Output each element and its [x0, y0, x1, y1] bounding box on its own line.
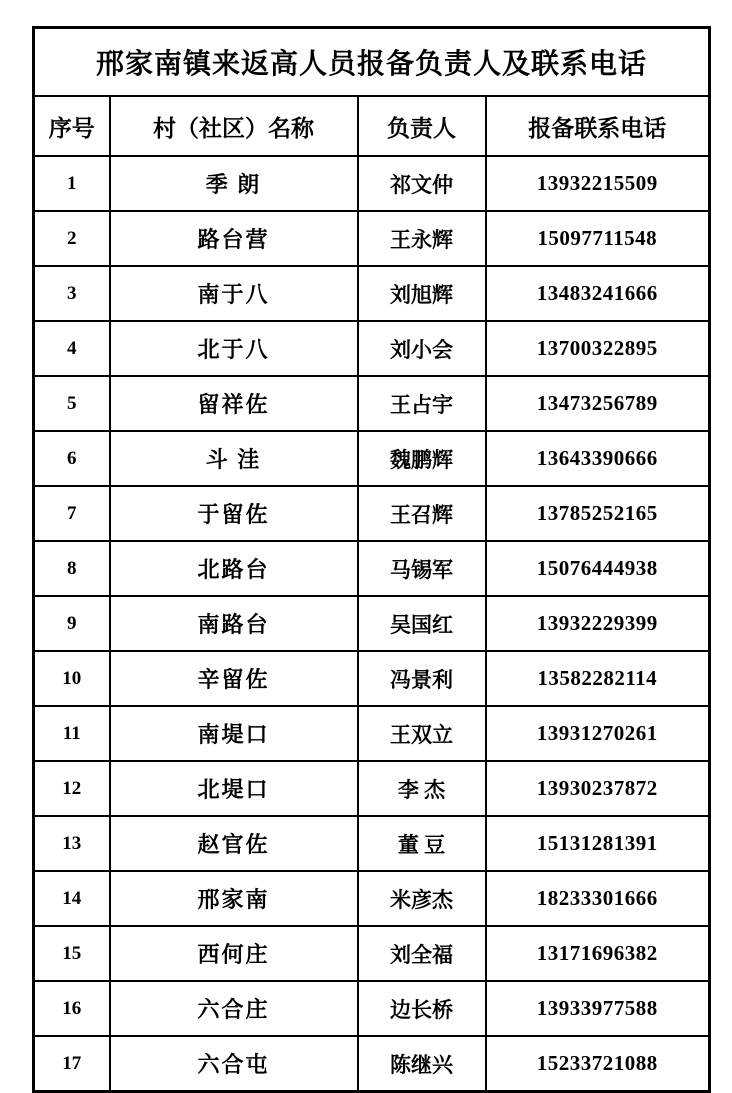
table-row — [34, 706, 710, 761]
contact-table — [32, 26, 711, 1093]
cell-no: 7 — [34, 486, 110, 541]
cell-no: 6 — [34, 431, 110, 486]
title-row — [34, 28, 710, 97]
cell-village: 南堤口 — [110, 706, 358, 761]
cell-village: 六合庄 — [110, 981, 358, 1036]
cell-person: 冯景利 — [358, 651, 486, 706]
cell-no: 15 — [34, 926, 110, 981]
cell-no: 12 — [34, 761, 110, 816]
cell-phone: 15233721088 — [486, 1036, 710, 1092]
cell-phone: 13930237872 — [486, 761, 710, 816]
cell-no: 16 — [34, 981, 110, 1036]
cell-no: 3 — [34, 266, 110, 321]
header-row — [34, 96, 710, 156]
cell-person: 王永辉 — [358, 211, 486, 266]
cell-phone: 13933977588 — [486, 981, 710, 1036]
table-row — [34, 1036, 710, 1092]
cell-phone: 13785252165 — [486, 486, 710, 541]
table-body — [34, 28, 710, 1092]
cell-no: 17 — [34, 1036, 110, 1092]
column-header-no: 序号 — [34, 96, 110, 156]
column-header-person: 负责人 — [358, 96, 486, 156]
table-row — [34, 926, 710, 981]
cell-phone: 13932229399 — [486, 596, 710, 651]
cell-phone: 13700322895 — [486, 321, 710, 376]
cell-no: 11 — [34, 706, 110, 761]
cell-person: 李 杰 — [358, 761, 486, 816]
cell-phone: 13483241666 — [486, 266, 710, 321]
cell-phone: 13473256789 — [486, 376, 710, 431]
table-row — [34, 376, 710, 431]
cell-phone: 15131281391 — [486, 816, 710, 871]
cell-phone: 18233301666 — [486, 871, 710, 926]
cell-village: 北路台 — [110, 541, 358, 596]
cell-person: 祁文仲 — [358, 156, 486, 211]
cell-person: 魏鹏辉 — [358, 431, 486, 486]
table-row — [34, 761, 710, 816]
cell-village: 于留佐 — [110, 486, 358, 541]
cell-person: 刘旭辉 — [358, 266, 486, 321]
cell-person: 陈继兴 — [358, 1036, 486, 1092]
cell-person: 王占宇 — [358, 376, 486, 431]
cell-phone: 13582282114 — [486, 651, 710, 706]
table-row — [34, 486, 710, 541]
cell-person: 刘小会 — [358, 321, 486, 376]
cell-village: 六合屯 — [110, 1036, 358, 1092]
cell-village: 赵官佐 — [110, 816, 358, 871]
cell-village: 西何庄 — [110, 926, 358, 981]
cell-phone: 13931270261 — [486, 706, 710, 761]
cell-phone: 15097711548 — [486, 211, 710, 266]
cell-village: 南路台 — [110, 596, 358, 651]
cell-no: 4 — [34, 321, 110, 376]
cell-person: 王双立 — [358, 706, 486, 761]
table-row — [34, 816, 710, 871]
cell-phone: 13171696382 — [486, 926, 710, 981]
table-row — [34, 211, 710, 266]
cell-person: 王召辉 — [358, 486, 486, 541]
cell-person: 边长桥 — [358, 981, 486, 1036]
table-row — [34, 651, 710, 706]
cell-village: 南于八 — [110, 266, 358, 321]
cell-no: 5 — [34, 376, 110, 431]
cell-phone: 13932215509 — [486, 156, 710, 211]
cell-no: 1 — [34, 156, 110, 211]
table-row — [34, 981, 710, 1036]
cell-phone: 13643390666 — [486, 431, 710, 486]
cell-person: 刘全福 — [358, 926, 486, 981]
table-row — [34, 156, 710, 211]
column-header-phone: 报备联系电话 — [486, 96, 710, 156]
cell-village: 留祥佐 — [110, 376, 358, 431]
cell-village: 北于八 — [110, 321, 358, 376]
cell-village: 邢家南 — [110, 871, 358, 926]
cell-no: 9 — [34, 596, 110, 651]
cell-no: 14 — [34, 871, 110, 926]
cell-person: 吴国红 — [358, 596, 486, 651]
cell-person: 米彦杰 — [358, 871, 486, 926]
cell-village: 辛留佐 — [110, 651, 358, 706]
cell-no: 8 — [34, 541, 110, 596]
cell-no: 10 — [34, 651, 110, 706]
cell-person: 马锡军 — [358, 541, 486, 596]
table-row — [34, 871, 710, 926]
cell-village: 斗 洼 — [110, 431, 358, 486]
cell-person: 董 豆 — [358, 816, 486, 871]
table-row — [34, 266, 710, 321]
cell-no: 13 — [34, 816, 110, 871]
cell-no: 2 — [34, 211, 110, 266]
cell-phone: 15076444938 — [486, 541, 710, 596]
column-header-village: 村（社区）名称 — [110, 96, 358, 156]
cell-village: 路台营 — [110, 211, 358, 266]
table-row — [34, 596, 710, 651]
table-row — [34, 431, 710, 486]
cell-village: 季 朗 — [110, 156, 358, 211]
table-row — [34, 541, 710, 596]
table-row — [34, 321, 710, 376]
page-title: 邢家南镇来返高人员报备负责人及联系电话 — [34, 28, 710, 97]
cell-village: 北堤口 — [110, 761, 358, 816]
